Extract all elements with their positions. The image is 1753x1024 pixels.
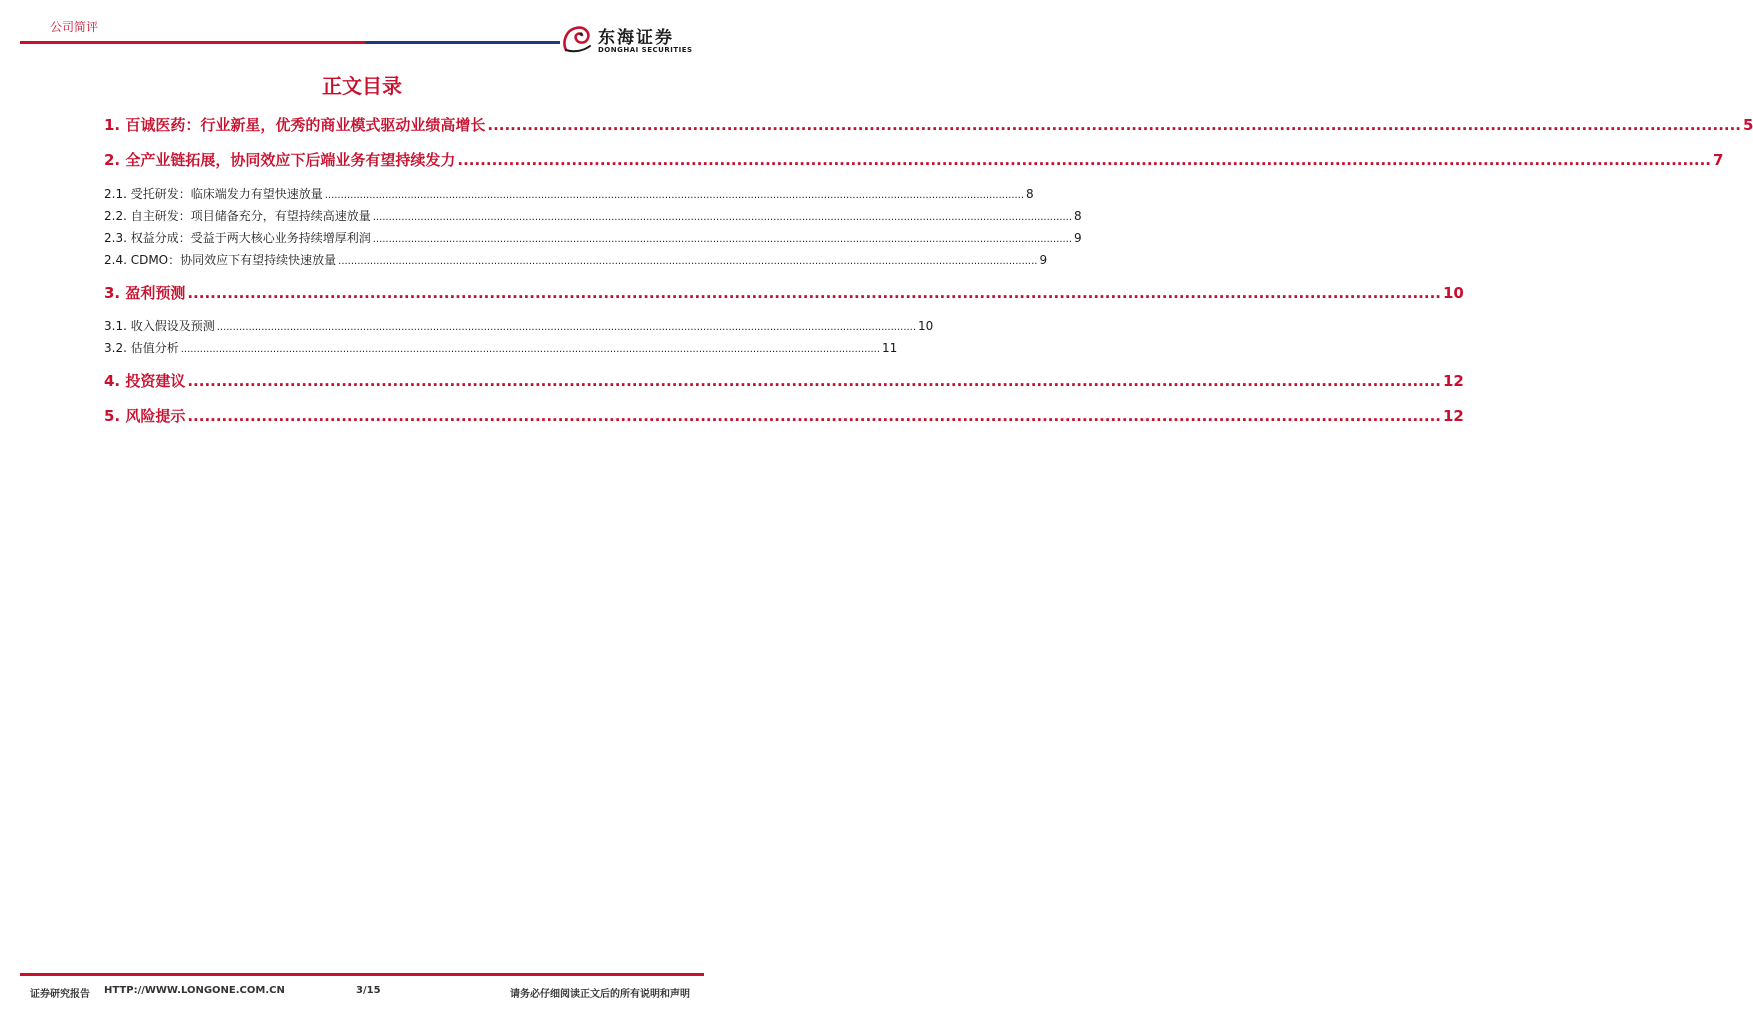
toc-entry-label: 3. 盈利预测 xyxy=(104,284,186,302)
toc-entry-page: 9 xyxy=(1039,253,1048,267)
report-type-tag: 公司简评 xyxy=(50,20,99,34)
toc-entry-page: 12 xyxy=(1442,407,1464,425)
toc-leader-dots: ............................................................................................................................................................................................................................ xyxy=(187,372,1441,390)
toc-leader-dots: ............................................................................................................................................................................................................................ xyxy=(372,212,1073,223)
toc-entry-1[interactable] xyxy=(104,114,1753,135)
toc-entry-page: 10 xyxy=(1442,284,1464,302)
toc-entry-2-3[interactable] xyxy=(104,229,1082,246)
footer-page-number: 3/15 xyxy=(356,985,381,996)
toc-entry-label: 4. 投资建议 xyxy=(104,372,186,390)
toc-entry-page: 8 xyxy=(1026,187,1034,201)
toc-entry-label: 1. 百诚医药：行业新星，优秀的商业模式驱动业绩高增长 xyxy=(104,116,486,134)
toc-leader-dots: ............................................................................................................................................................................................................................ xyxy=(372,234,1073,245)
toc-entry-5[interactable] xyxy=(104,405,1464,426)
toc-entry-3-1[interactable] xyxy=(104,317,934,334)
footer-report-label: 证券研究报告 xyxy=(30,989,90,1000)
toc-entry-label: 2.4. CDMO：协同效应下有望持续快速放量 xyxy=(104,253,337,267)
toc-entry-label: 2.1. 受托研发：临床端发力有望快速放量 xyxy=(104,187,323,201)
toc-entry-page: 10 xyxy=(918,319,934,333)
toc-leader-dots: ............................................................................................................................................................................................................................ xyxy=(187,407,1441,425)
toc-entry-4[interactable] xyxy=(104,370,1464,391)
toc-entry-2-4[interactable] xyxy=(104,251,1048,268)
toc-entry-page: 8 xyxy=(1074,209,1082,223)
header-divider xyxy=(20,41,560,44)
dragon-logo-icon xyxy=(560,22,594,56)
toc-entry-3[interactable] xyxy=(104,282,1464,303)
toc-entry-3-2[interactable] xyxy=(104,339,898,356)
toc-entry-2-2[interactable] xyxy=(104,207,1082,224)
toc-entry-page: 7 xyxy=(1713,151,1724,169)
toc-leader-dots: ............................................................................................................................................................................................................................ xyxy=(180,344,881,355)
toc-leader-dots: ............................................................................................................................................................................................................................ xyxy=(457,151,1711,169)
company-logo xyxy=(560,22,710,58)
toc-entry-page: 5 xyxy=(1743,116,1753,134)
toc-leader-dots: ............................................................................................................................................................................................................................ xyxy=(338,256,1038,267)
toc-entry-label: 2. 全产业链拓展，协同效应下后端业务有望持续发力 xyxy=(104,151,456,169)
toc-entry-page: 12 xyxy=(1442,372,1464,390)
toc-leader-dots: ............................................................................................................................................................................................................................ xyxy=(187,284,1441,302)
toc-leader-dots: ............................................................................................................................................................................................................................ xyxy=(487,116,1741,134)
toc-entry-2-1[interactable] xyxy=(104,185,1034,202)
toc-entry-page: 9 xyxy=(1074,231,1082,245)
logo-english-name: DONGHAI SECURITIES xyxy=(598,46,693,54)
logo-chinese-name: 东海证券 xyxy=(598,28,674,48)
toc-entry-label: 2.2. 自主研发：项目储备充分，有望持续高速放量 xyxy=(104,209,371,223)
toc-entry-page: 11 xyxy=(882,341,898,355)
toc-leader-dots: ............................................................................................................................................................................................................................ xyxy=(324,190,1025,201)
toc-entry-label: 5. 风险提示 xyxy=(104,407,186,425)
toc-entry-label: 3.2. 估值分析 xyxy=(104,341,179,355)
footer-divider xyxy=(20,973,704,976)
footer-disclaimer-notice: 请务必仔细阅读正文后的所有说明和声明 xyxy=(510,989,690,1000)
toc-title: 正文目录 xyxy=(322,74,402,98)
toc-leader-dots: ............................................................................................................................................................................................................................ xyxy=(216,322,917,333)
toc-entry-label: 2.3. 权益分成：受益于两大核心业务持续增厚利润 xyxy=(104,231,371,245)
toc-entry-label: 3.1. 收入假设及预测 xyxy=(104,319,215,333)
footer-website-link[interactable]: HTTP://WWW.LONGONE.COM.CN xyxy=(104,985,285,996)
toc-entry-2[interactable] xyxy=(104,149,1724,170)
